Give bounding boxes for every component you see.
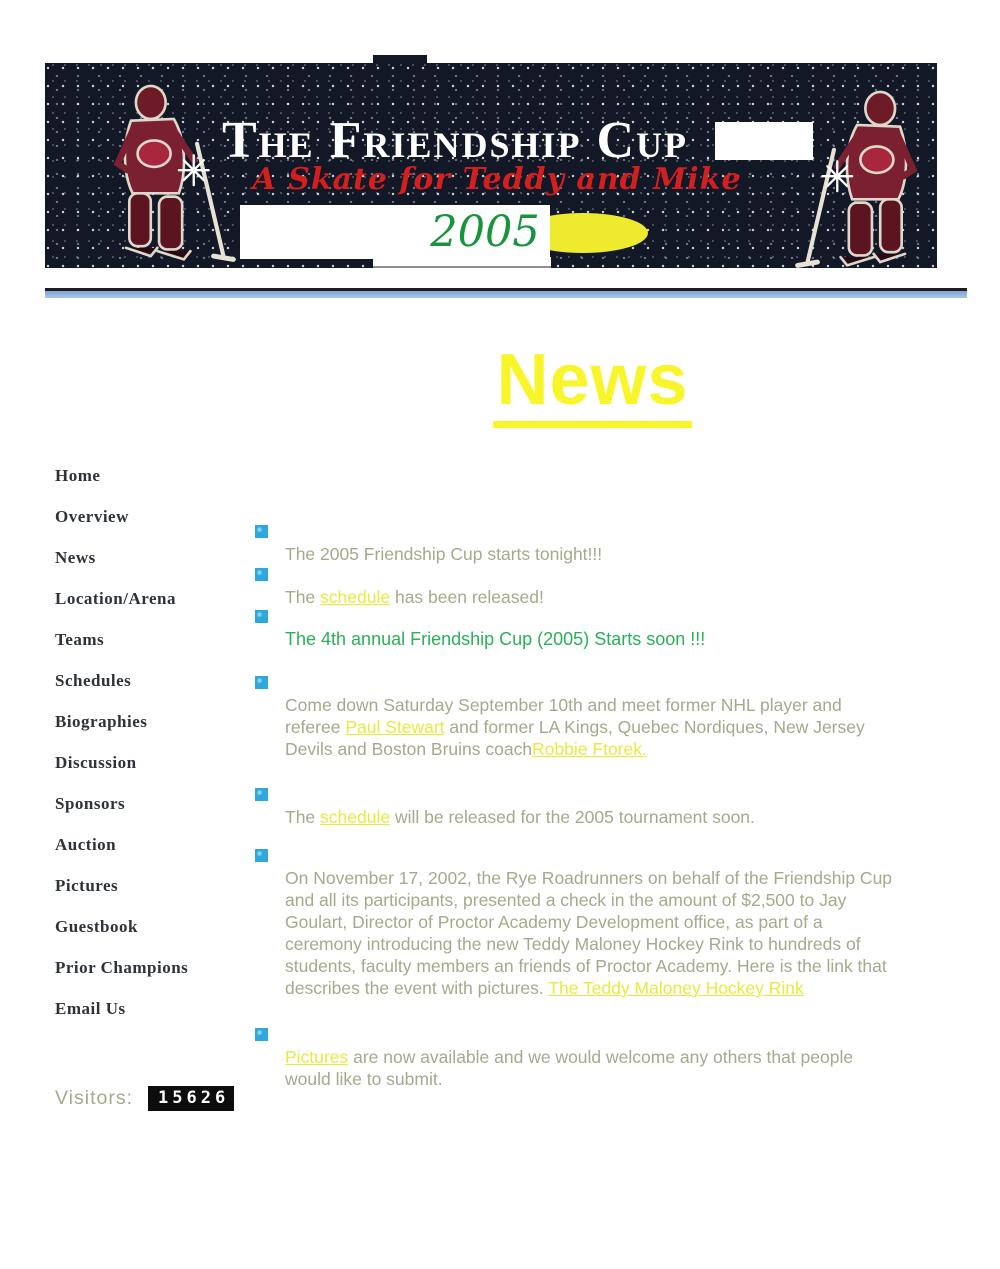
sidebar-item-biographies[interactable]: Biographies [55,712,148,731]
sidebar-nav [55,467,188,1041]
sidebar-item-email-us[interactable]: Email Us [55,999,126,1018]
blue-square-bullet-icon [255,676,268,689]
news-item [255,1028,970,1090]
news-item [255,568,970,608]
news-text-segment: On November 17, 2002, the Rye Roadrunners on behalf of the Friendship Cup [285,868,893,888]
banner-title: The Friendship Cup [221,112,689,169]
news-text [285,628,985,650]
news-item [255,676,970,760]
news-text-segment: would like to submit. [285,1069,443,1089]
sidebar-item-location-arena[interactable]: Location/Arena [55,589,176,608]
visitors-label: Visitors: [55,1087,133,1109]
blue-square-bullet-icon [255,1028,268,1041]
news-item [255,788,970,828]
news-item [255,610,970,650]
sidebar-item-auction[interactable]: Auction [55,835,117,854]
news-text-segment: Come down Saturday September 10th and meet former NHL player and [285,695,842,715]
visitors-counter: 15626 [148,1086,234,1111]
visitors-row [55,1086,234,1111]
news-link-robbie-ftorek[interactable]: Robbie Ftorek. [532,739,647,759]
news-text [285,694,985,760]
banner-subtitle: A Skate for Teddy and Mike [252,162,742,197]
blue-square-bullet-icon [255,568,268,581]
news-text-segment: students, faculty members an friends of Proctor Academy. Here is the link that [285,956,887,976]
banner-year: 2005 [430,207,540,257]
sidebar-item-home[interactable]: Home [55,466,101,485]
site-banner [45,63,937,268]
sidebar-item-schedules[interactable]: Schedules [55,671,132,690]
news-text-segment: Devils and Boston Bruins coach [285,739,533,759]
news-link-the-teddy-maloney-hockey-rink[interactable]: The Teddy Maloney Hockey Rink [548,978,804,998]
news-item [255,525,970,565]
news-text [285,806,985,828]
blue-square-bullet-icon [255,788,268,801]
news-text-segment: describes the event with pictures. [285,978,549,998]
sidebar-item-sponsors[interactable]: Sponsors [55,794,126,813]
news-item [255,849,970,999]
page-heading-row [185,340,1000,428]
news-link-schedule[interactable]: schedule [320,587,391,607]
sidebar-item-teams[interactable]: Teams [55,630,105,649]
sidebar-item-discussion[interactable]: Discussion [55,753,137,772]
news-text [285,586,985,608]
news-text-segment: The [285,807,321,827]
news-link-paul-stewart[interactable]: Paul Stewart [345,717,445,737]
news-text [285,543,985,565]
blue-square-bullet-icon [255,849,268,862]
news-text-segment: and all its participants, presented a check in the amount of $2,500 to Jay [285,890,847,910]
hockey-goalie-icon [80,81,248,266]
news-text [285,867,985,999]
sidebar-item-pictures[interactable]: Pictures [55,876,119,895]
banner-white-blob-extension [373,257,551,268]
sidebar-item-news[interactable]: News [55,548,96,567]
news-text-segment: will be released for the 2005 tournament soon. [390,807,755,827]
news-list [255,525,970,1090]
news-text-segment: ceremony introducing the new Teddy Maloney Hockey Rink to hundreds of [285,934,861,954]
news-link-schedule[interactable]: schedule [320,807,391,827]
sidebar-item-overview[interactable]: Overview [55,507,129,526]
news-link-pictures[interactable]: Pictures [285,1047,349,1067]
news-text-segment: The 2005 Friendship Cup starts tonight!!! [285,544,603,564]
news-text [285,1046,985,1090]
page-title: News [493,344,691,428]
sidebar-item-guestbook[interactable]: Guestbook [55,917,138,936]
news-text-segment: The [285,587,321,607]
news-text-segment: are now available and we would welcome any others that people [348,1047,854,1067]
blue-square-bullet-icon [255,610,268,623]
horizontal-divider [45,288,967,298]
news-text-segment: Goulart, Director of Proctor Academy Development office, as part of a [285,912,823,932]
hockey-goalie-icon [783,87,937,268]
news-text-segment: The 4th annual Friendship Cup (2005) Starts soon !!! [285,629,706,649]
news-text-segment: referee [285,717,346,737]
blue-square-bullet-icon [255,525,268,538]
news-text-segment: and former LA Kings, Quebec Nordiques, New Jersey [444,717,865,737]
sidebar-item-prior-champions[interactable]: Prior Champions [55,958,189,977]
news-text-segment: has been released! [390,587,544,607]
